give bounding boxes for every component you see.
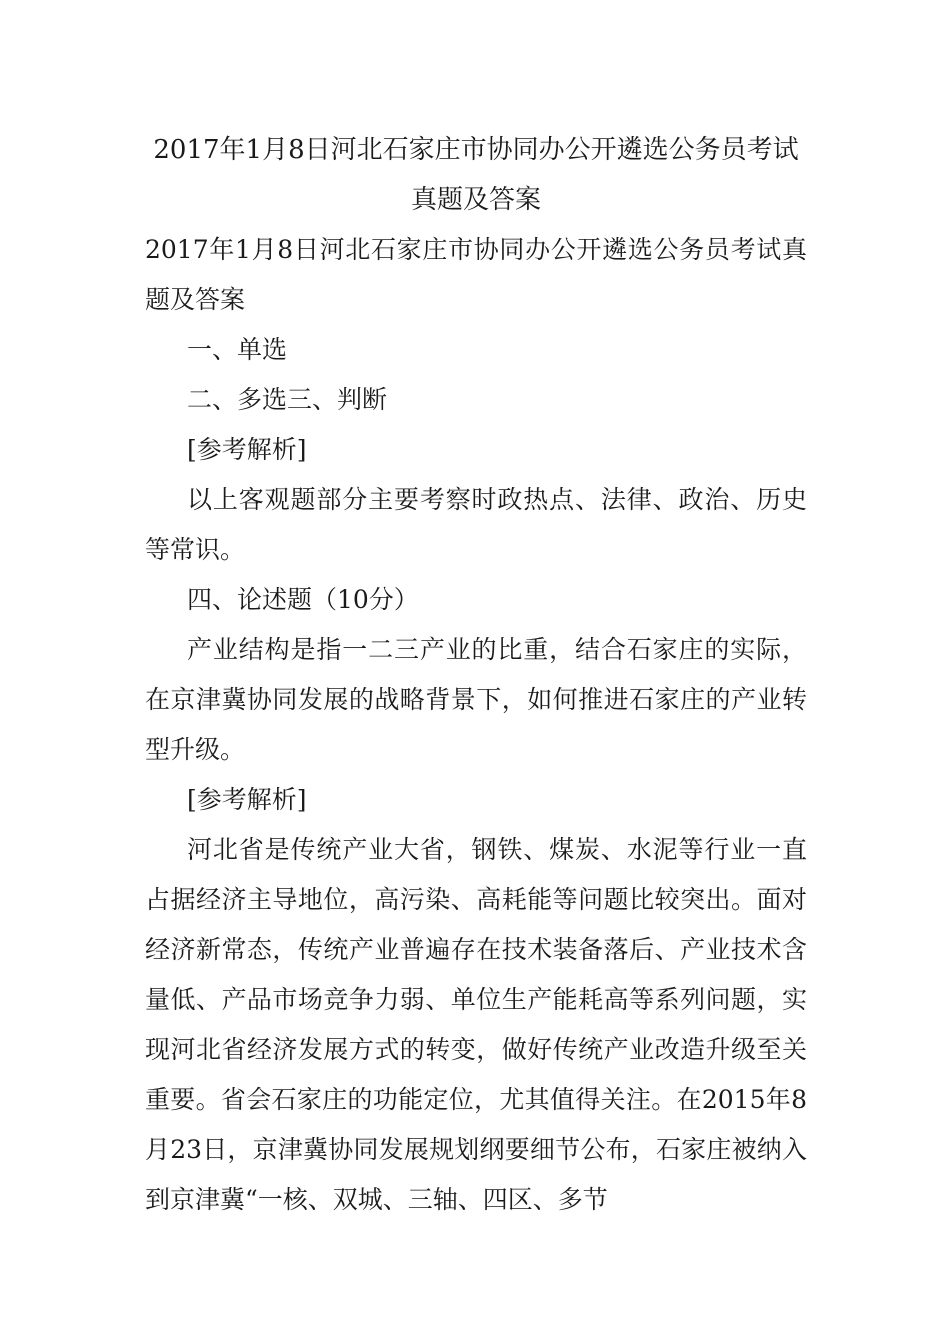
paragraph-subtitle-repeat: 2017年1月8日河北石家庄市协同办公开遴选公务员考试真题及答案 <box>145 235 807 314</box>
paragraph-essay-answer: 河北省是传统产业大省，钢铁、煤炭、水泥等行业一直占据经济主导地位，高污染、高耗能等问题比较突出。面对经济新常态，传统产业普遍存在技术装备落后、产业技术含量低、产品市场竞争力弱、单位生产能耗高等系列问题，实现河北省经济发展方式的转变，做好传统产业改造升级至关重要。省会石家庄的功能定位，尤其值得关注。在2015年8月23日，京津冀协同发展规划纲要细节公布，石家庄被纳入到京津冀“一核、双城、三轴、四区、多节 <box>145 835 807 1214</box>
paragraph-essay-heading: 四、论述题（10分） <box>187 585 419 614</box>
document-title: 2017年1月8日河北石家庄市协同办公开遴选公务员考试真题及答案 <box>153 135 799 215</box>
paragraph-reference-label-2: [参考解析] <box>187 785 307 814</box>
paragraph-essay-question: 产业结构是指一二三产业的比重，结合石家庄的实际，在京津冀协同发展的战略背景下，如何推进石家庄的产业转型升级。 <box>145 635 807 764</box>
paragraph-section-multi-judge: 二、多选三、判断 <box>187 385 388 414</box>
paragraph-reference-label-1: [参考解析] <box>187 435 307 464</box>
paragraph-objective-note: 以上客观题部分主要考察时政热点、法律、政治、历史等常识。 <box>145 485 807 564</box>
document-body <box>145 125 807 1225</box>
paragraph-section-single-choice: 一、单选 <box>187 335 288 364</box>
